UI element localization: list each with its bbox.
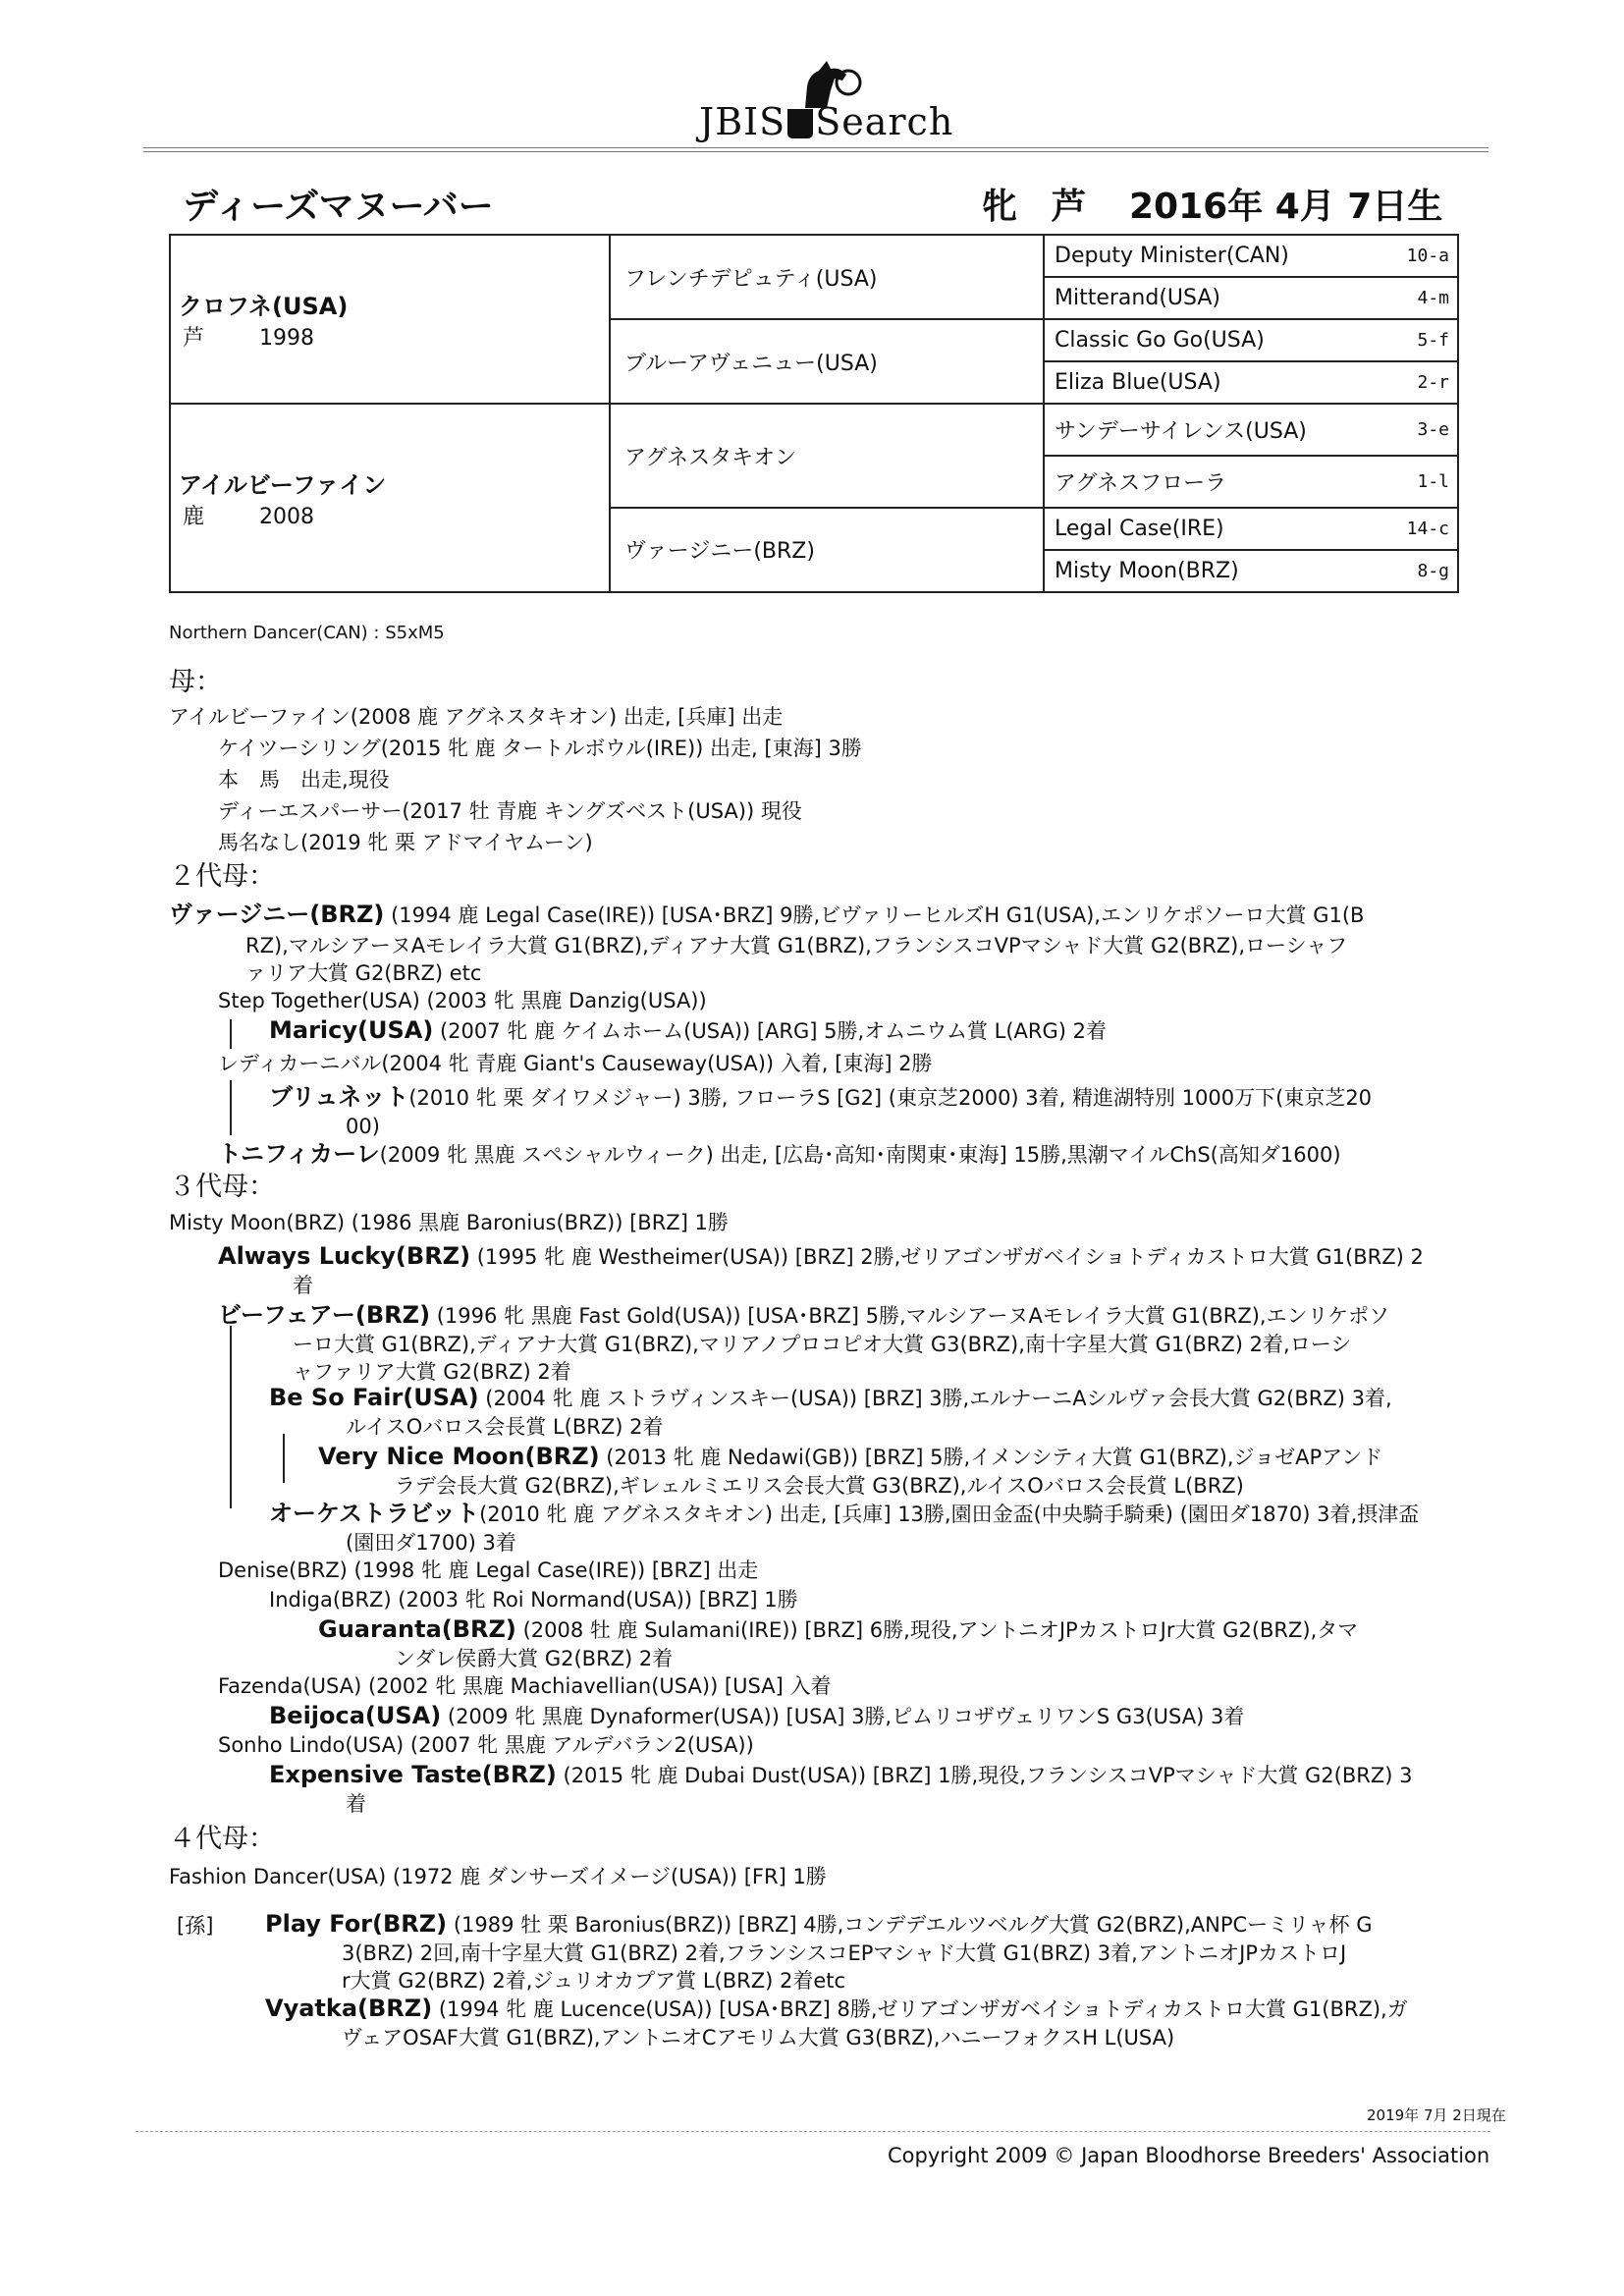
family-line <box>269 1084 1372 1111</box>
horse-name-bold: Very Nice Moon(BRZ) <box>318 1443 600 1470</box>
pedigree-table <box>169 234 1459 593</box>
family-line <box>342 2025 1174 2050</box>
family-line <box>293 1273 313 1298</box>
family-line <box>293 1359 571 1385</box>
line-text: (2015 牝 鹿 Dubai Dust(USA)) [BRZ] 1勝,現役,フランシスコVPマシャド大賞 G2(BRZ) 3 <box>556 1764 1413 1787</box>
birth-date: 2016年 4月 7日生 <box>1129 187 1443 227</box>
horse-name-bold: Play For(BRZ) <box>265 1910 448 1938</box>
line-text: r大賞 G2(BRZ) 2着,ジュリオカプア賞 L(BRZ) 2着etc <box>342 1969 846 1993</box>
line-text: 馬名なし(2019 牝 栗 アドマイヤムーン) <box>218 831 593 854</box>
family-line <box>346 1791 366 1817</box>
sire-name: クロフネ(USA) <box>179 293 349 321</box>
family-line <box>218 1673 831 1699</box>
sex-color: 牝 芦 <box>982 187 1087 227</box>
line-text: RZ),マルシアーヌAモレイラ大賞 G1(BRZ),ディアナ大賞 G1(BRZ),フランシスコVPマシャド大賞 G2(BRZ),ローシャフ <box>245 934 1348 957</box>
line-text: レディカーニバル(2004 牝 青鹿 Giant's Causeway(USA)) 入着, [東海] 2勝 <box>218 1052 933 1075</box>
line-text: (2009 牝 黒鹿 スペシャルウィーク) 出走, [広島･高知･南関東･東海] 15勝,黒潮マイルChS(高知ダ1600) <box>379 1143 1341 1167</box>
family-line <box>218 830 593 855</box>
gen3-cell: アグネスフローラ 1-l <box>1044 456 1458 508</box>
dam-dam: ヴァージニー(BRZ) <box>610 508 1044 592</box>
line-text: (2010 牝 鹿 アグネスタキオン) 出走, [兵庫] 13勝,園田金盃(中央騎手騎乗) (園田ダ1870) 3着,摂津盃 <box>479 1503 1420 1526</box>
dam-cell: アイルビーファイン 鹿 2008 <box>170 404 610 592</box>
family-line <box>218 1302 1389 1329</box>
dam-name: アイルビーファイン <box>179 471 387 500</box>
line-text: ４代母： <box>169 1824 275 1854</box>
as-of-date: 2019年 7月 2日現在 <box>1367 2106 1506 2124</box>
family-line <box>269 1703 1244 1729</box>
line-text: (1996 牝 黒鹿 Fast Gold(USA)) [USA･BRZ] 5勝,マルシアーヌAモレイラ大賞 G1(BRZ),エンリケポソ <box>430 1304 1390 1328</box>
family-line <box>169 704 783 730</box>
sire-cell: クロフネ(USA) 芦 1998 <box>170 235 610 404</box>
horse-name: ディーズマヌーバー <box>183 187 494 227</box>
line-text: Denise(BRZ) (1998 牝 鹿 Legal Case(IRE)) [BRZ] 出走 <box>218 1558 759 1582</box>
header-rule <box>143 147 1489 148</box>
line-text: 00) <box>346 1115 380 1138</box>
horse-name-bold: ビーフェアー(BRZ) <box>218 1301 431 1329</box>
line-text: 3(BRZ) 2回,南十字星大賞 G1(BRZ) 2着,フランシスコEPマシャド大賞 G1(BRZ) 3着,アントニオJPカストロJ <box>342 1941 1347 1965</box>
generation-heading <box>169 1172 275 1202</box>
footer-rule <box>135 2131 1490 2132</box>
generation-heading <box>169 861 275 892</box>
family-line <box>342 1941 1346 1966</box>
horse-name-bold: Always Lucky(BRZ) <box>218 1242 471 1270</box>
line-text: (1994 鹿 Legal Case(IRE)) [USA･BRZ] 9勝,ビヴァリーヒルズH G1(USA),エンリケポソーロ大賞 G1(B <box>384 903 1365 927</box>
jbis-logo: JBIS Search <box>699 57 954 147</box>
line-text: (1994 牝 鹿 Lucence(USA)) [USA･BRZ] 8勝,ゼリアゴンザガベイショトディカストロ大賞 G1(BRZ),ガ <box>432 1997 1408 2021</box>
line-text: Step Together(USA) (2003 牝 黒鹿 Danzig(USA)) <box>218 989 707 1012</box>
family-line <box>218 798 802 824</box>
line-text: ２代母： <box>169 861 275 892</box>
bucket-icon <box>787 109 813 138</box>
sire-dam: ブルーアヴェニュー(USA) <box>610 319 1044 404</box>
line-text: 着 <box>293 1274 313 1297</box>
generation-heading <box>169 1824 275 1854</box>
gen3-cell: Legal Case(IRE) 14-c <box>1044 508 1458 550</box>
line-text: (2013 牝 鹿 Nedawi(GB)) [BRZ] 5勝,イメンシティ大賞 G1(BRZ),ジョゼAPアンド <box>599 1446 1383 1469</box>
family-line <box>245 960 481 986</box>
gen3-cell: Mitterand(USA) 4-m <box>1044 277 1458 319</box>
line-text: ーロ大賞 G1(BRZ),ディアナ大賞 G1(BRZ),マリアノプロコピオ大賞 G3(BRZ),南十字星大賞 G1(BRZ) 2着,ローシ <box>293 1333 1352 1356</box>
line-text: (2004 牝 鹿 ストラヴィンスキー(USA)) [BRZ] 3勝,エルナーニAシルヴァ会長大賞 G2(BRZ) 3着, <box>478 1387 1392 1410</box>
family-line <box>218 1051 933 1076</box>
line-text: (2007 牝 鹿 ケイムホーム(USA)) [ARG] 5勝,オムニウム賞 L(ARG) 2着 <box>433 1019 1108 1043</box>
family-line <box>318 1444 1382 1470</box>
family-line <box>265 1995 1408 2022</box>
family-line <box>169 1864 827 1889</box>
family-line <box>395 1473 1244 1499</box>
line-text: Misty Moon(BRZ) (1986 黒鹿 Baronius(BRZ)) [BRZ] 1勝 <box>169 1211 729 1234</box>
horse-name-bold: オーケストラビット <box>269 1500 480 1527</box>
inbreeding: Northern Dancer(CAN) : S5xM5 <box>169 623 445 643</box>
gen3-cell: サンデーサイレンス(USA) 3-e <box>1044 404 1458 456</box>
copyright: Copyright 2009 © Japan Bloodhorse Breeders' Association <box>888 2144 1490 2167</box>
horse-name-bold: Maricy(USA) <box>269 1016 434 1044</box>
dam-sire: アグネスタキオン <box>610 404 1044 507</box>
horse-name-bold: ヴァージニー(BRZ) <box>169 901 385 928</box>
family-line <box>346 1414 663 1440</box>
line-text: (園田ダ1700) 3着 <box>346 1531 516 1555</box>
line-text: (2010 牝 栗 ダイワメジャー) 3勝, フローラS [G2] (東京芝2000) 3着, 精進湖特別 1000万下(東京芝20 <box>408 1086 1373 1110</box>
family-line <box>346 1530 516 1556</box>
family-line <box>218 1558 758 1583</box>
line-text: 本 馬 出走,現役 <box>218 768 390 792</box>
line-text: ラデ会長大賞 G2(BRZ),ギレェルミエリス会長大賞 G3(BRZ),ルイスOバロス会長賞 L(BRZ) <box>395 1474 1244 1498</box>
line-text: ァリア大賞 G2(BRZ) etc <box>245 961 482 985</box>
horse-name-bold: Guaranta(BRZ) <box>318 1615 516 1643</box>
family-line <box>169 902 1364 928</box>
horse-name-bold: ブリュネット <box>269 1083 409 1111</box>
line-text: ディーエスパーサー(2017 牡 青鹿 キングズベスト(USA)) 現役 <box>218 799 802 823</box>
line-text: (2008 牡 鹿 Sulamani(IRE)) [BRZ] 6勝,現役,アントニオJPカストロJr大賞 G2(BRZ),タマ <box>515 1618 1359 1642</box>
horse-name-bold: Be So Fair(USA) <box>269 1384 479 1411</box>
line-text: ヴェアOSAF大賞 G1(BRZ),アントニオCアモリム大賞 G3(BRZ),ハニーフォクスH L(USA) <box>342 2026 1175 2050</box>
family-line <box>218 1243 1424 1270</box>
line-text: ャファリア大賞 G2(BRZ) 2着 <box>293 1360 571 1384</box>
family-line <box>169 1210 729 1235</box>
horse-name-bold: トニフィカーレ <box>218 1140 380 1168</box>
line-text: (2009 牝 黒鹿 Dynaformer(USA)) [USA] 3勝,ピムリコザヴェリワンS G3(USA) 3着 <box>441 1705 1245 1728</box>
gen3-cell: Misty Moon(BRZ) 8-g <box>1044 550 1458 592</box>
line-text: 着 <box>346 1792 366 1816</box>
indent-bar <box>283 1434 285 1483</box>
horse-name-bold: Vyatka(BRZ) <box>265 1995 433 2022</box>
line-text: Fazenda(USA) (2002 牝 黒鹿 Machiavellian(USA)) [USA] 入着 <box>218 1674 832 1698</box>
family-line <box>265 1911 1373 1938</box>
line-text: ンダレ侯爵大賞 G2(BRZ) 2着 <box>395 1647 674 1670</box>
line-text: Indiga(BRZ) (2003 牝 Roi Normand(USA)) [BRZ] 1勝 <box>269 1588 798 1612</box>
family-line <box>269 1587 798 1613</box>
family-line <box>269 1762 1412 1788</box>
line-text: ３代母： <box>169 1172 275 1202</box>
gen3-cell: Eliza Blue(USA) 2-r <box>1044 361 1458 404</box>
line-text: (1995 牝 鹿 Westheimer(USA)) [BRZ] 2勝,ゼリアゴンザガベイショトディカストロ大賞 G1(BRZ) 2 <box>470 1245 1424 1269</box>
line-text: ルイスOバロス会長賞 L(BRZ) 2着 <box>346 1415 664 1439</box>
gen3-cell: Classic Go Go(USA) 5-f <box>1044 319 1458 361</box>
line-text: (1989 牡 栗 Baronius(BRZ)) [BRZ] 4勝,コンデデエルツベルグ大賞 G2(BRZ),ANPCーミリャ杯 G <box>447 1913 1373 1937</box>
family-line <box>218 736 862 761</box>
line-text: 母： <box>169 667 222 697</box>
line-text: ケイツーシリング(2015 牝 鹿 タートルボウル(IRE)) 出走, [東海] 3勝 <box>218 737 862 760</box>
indent-bar <box>230 1326 232 1508</box>
horse-name-bold: Expensive Taste(BRZ) <box>269 1761 557 1788</box>
family-line <box>342 1968 845 1994</box>
generation-heading <box>169 667 222 697</box>
family-line <box>395 1646 673 1671</box>
family-line <box>269 1385 1392 1411</box>
indent-bar <box>230 1080 232 1135</box>
family-line <box>293 1332 1351 1357</box>
header-rule-2 <box>143 151 1489 152</box>
indent-bar <box>230 1019 232 1049</box>
family-line <box>218 1141 1341 1168</box>
family-line <box>318 1616 1358 1643</box>
family-line <box>269 1017 1107 1044</box>
horse-name-bold: Beijoca(USA) <box>269 1702 442 1729</box>
gen3-cell: Deputy Minister(CAN) 10-a <box>1044 235 1458 277</box>
family-line <box>245 933 1347 958</box>
family-line <box>269 1501 1419 1527</box>
line-text: アイルビーファイン(2008 鹿 アグネスタキオン) 出走, [兵庫] 出走 <box>169 705 784 729</box>
family-line <box>218 767 390 793</box>
line-text: Fashion Dancer(USA) (1972 鹿 ダンサーズイメージ(USA)) [FR] 1勝 <box>169 1865 827 1888</box>
family-line <box>218 988 707 1013</box>
line-text: Sonho Lindo(USA) (2007 牝 黒鹿 アルデバラン2(USA)) <box>218 1733 754 1757</box>
sire-sire: フレンチデピュティ(USA) <box>610 235 1044 319</box>
family-line <box>218 1732 754 1758</box>
family-line <box>346 1114 380 1139</box>
grandson-mark: [孫] <box>177 1914 214 1938</box>
